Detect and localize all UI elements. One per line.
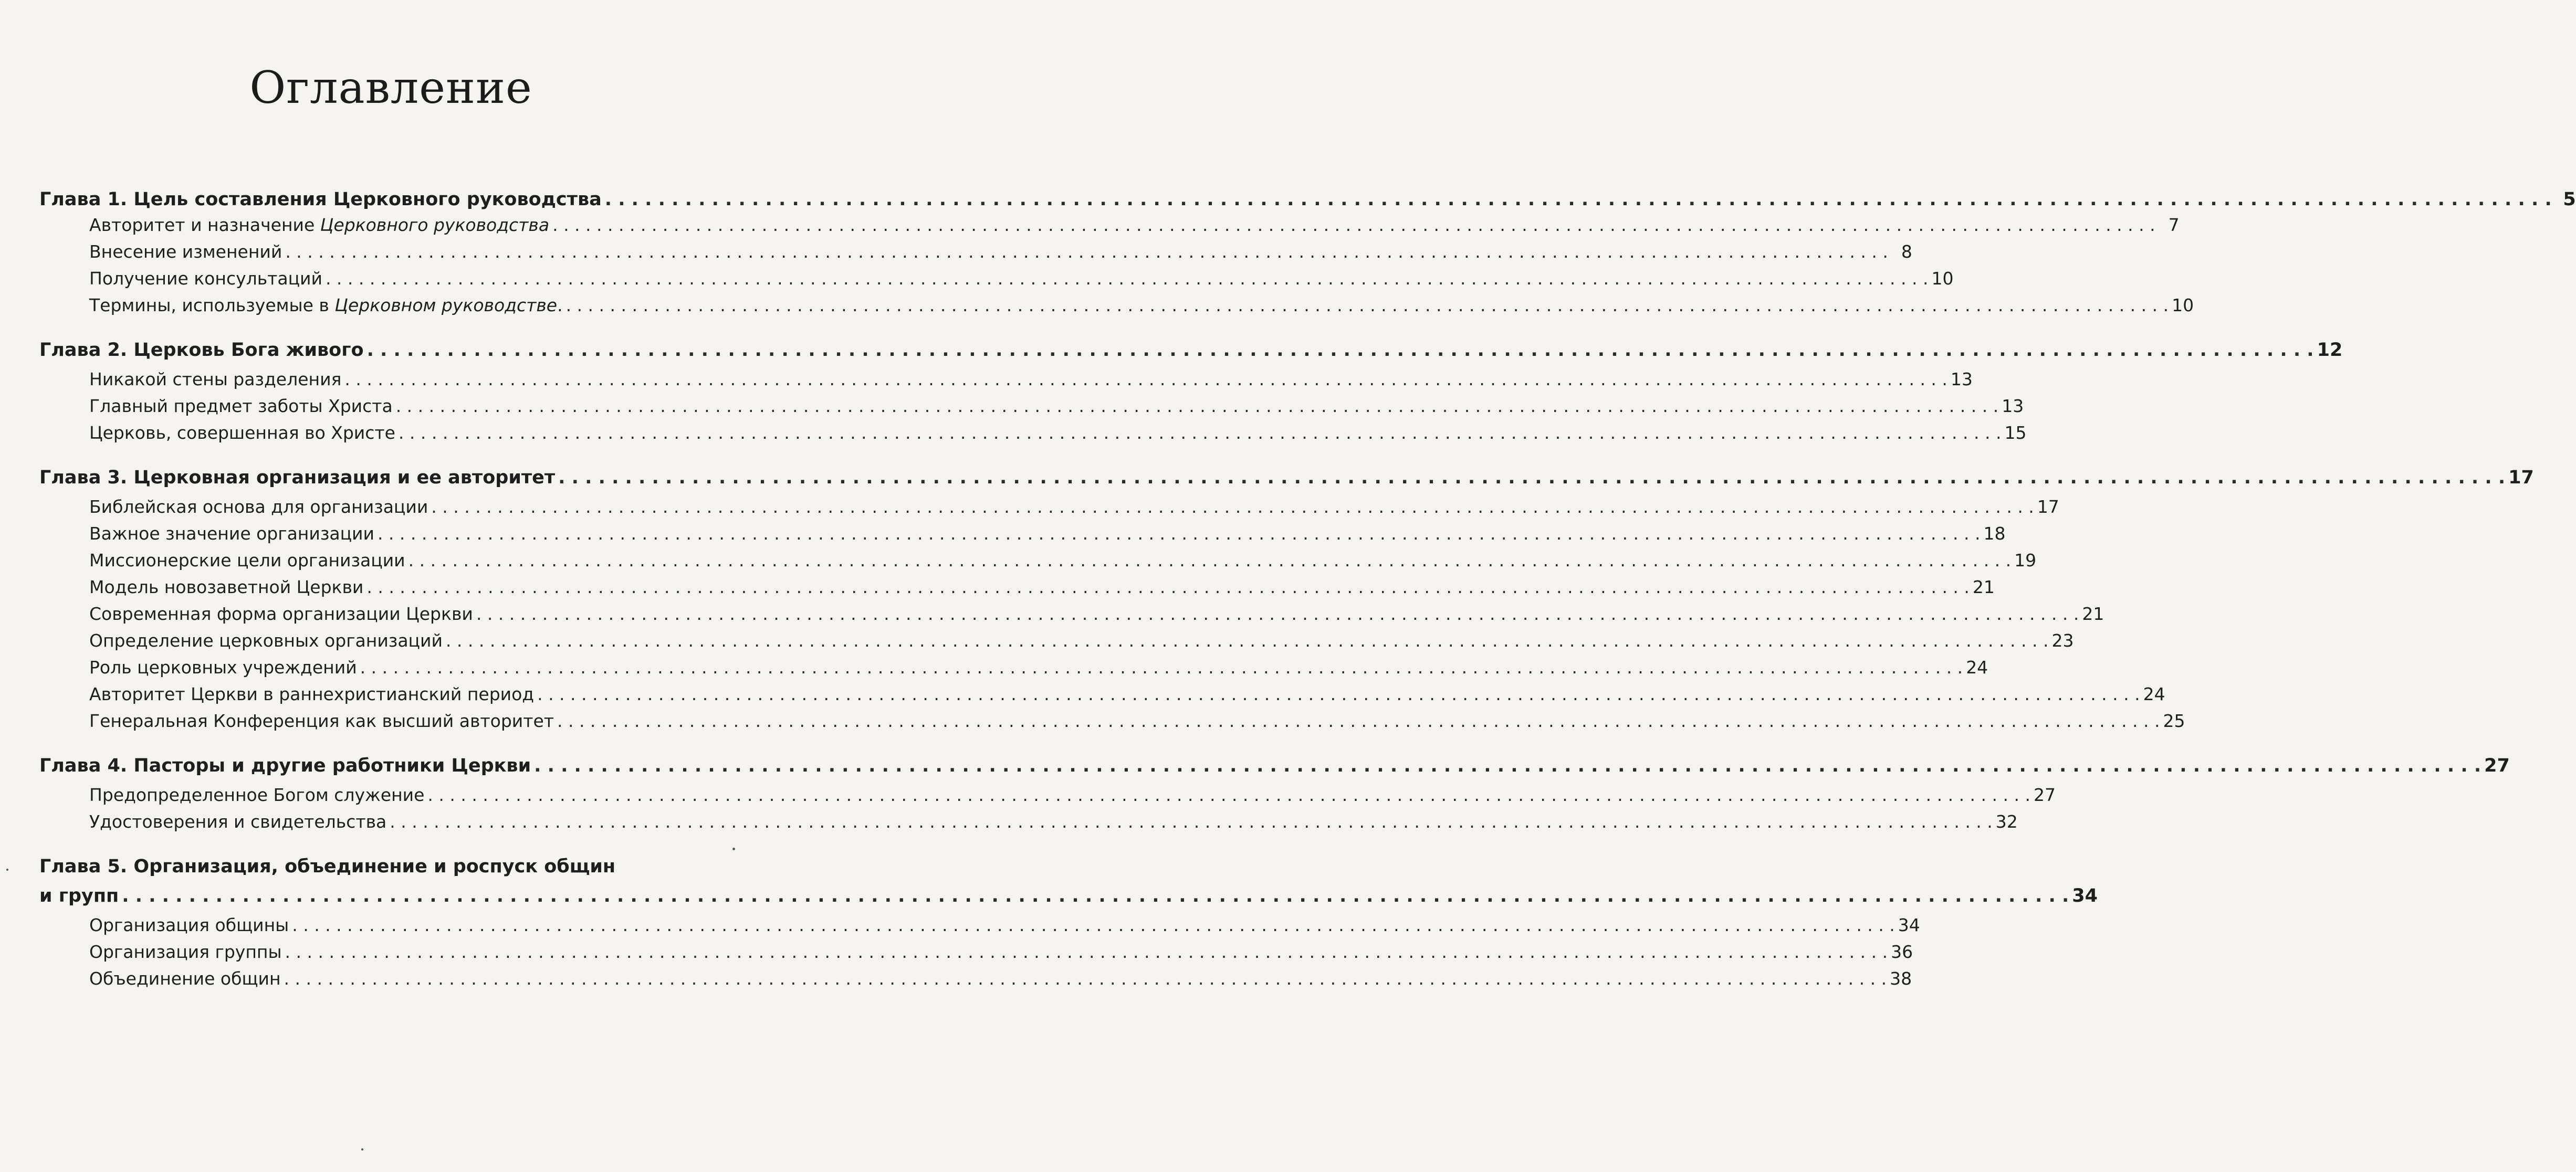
page-number: 7: [2168, 215, 2180, 235]
section-title-trail: .: [557, 295, 563, 315]
section-entry[interactable]: [39, 785, 2056, 811]
dot-leader: [285, 942, 1888, 962]
section-entry[interactable]: [39, 630, 2074, 657]
dot-leader: [366, 577, 1970, 597]
chapter-4: [39, 755, 2510, 838]
dot-leader: [427, 785, 2030, 805]
dot-leader: [476, 604, 2079, 624]
page-number: 10: [1931, 268, 1954, 289]
page-number: 8: [1901, 241, 1912, 262]
section-entry[interactable]: [39, 577, 1995, 604]
section-title: Библейская основа для организации: [89, 497, 428, 517]
section-title: Объединение общин: [89, 968, 281, 989]
page-number: 12: [2317, 340, 2343, 361]
page-number: 19: [2014, 550, 2037, 571]
dot-leader: [284, 968, 1887, 989]
dot-leader: [399, 423, 2002, 443]
page-number: 25: [2163, 711, 2185, 731]
section-title: Предопределенное Богом служение: [89, 785, 425, 805]
section-entry[interactable]: [39, 268, 1954, 295]
paper-speck: [732, 848, 735, 850]
page-number: 10: [2172, 295, 2194, 315]
dot-leader: [409, 550, 2012, 571]
dot-leader: [557, 711, 2160, 731]
dot-leader: [566, 295, 2169, 315]
chapter-title-cont: и групп: [39, 885, 119, 906]
chapter-title: Глава 5. Организация, объединение и роспуск общин: [39, 856, 616, 877]
section-entry[interactable]: [39, 369, 1973, 396]
dot-leader: [396, 396, 1999, 416]
section-title: Современная форма организации Церкви: [89, 604, 473, 624]
section-title: Удостоверения и свидетельства: [89, 811, 387, 832]
page-number: 23: [2051, 630, 2074, 651]
chapter-entry-line1[interactable]: [39, 856, 680, 885]
section-title: Термины, используемые в: [89, 295, 335, 315]
page-number: 17: [2508, 467, 2534, 488]
section-entry[interactable]: [39, 915, 1920, 942]
dot-leader: [446, 630, 2049, 651]
chapter-entry[interactable]: [39, 189, 2576, 215]
page-number: 18: [1983, 523, 2006, 544]
page-number: 36: [1891, 942, 1913, 962]
section-title: Главный предмет заботы Христа: [89, 396, 393, 416]
page-number: 32: [1995, 811, 2018, 832]
page-number: 24: [2143, 684, 2165, 704]
page-title: Оглавление: [249, 62, 532, 113]
page-number: 15: [2004, 423, 2027, 443]
page-number: 5: [2563, 189, 2576, 210]
dot-leader: [558, 467, 2505, 488]
chapter-title: Глава 3. Церковная организация и ее авторитет: [39, 467, 556, 488]
section-title-italic: Церковном руководстве: [334, 295, 558, 315]
dot-leader: [431, 497, 2034, 517]
section-title: Модель новозаветной Церкви: [89, 577, 364, 597]
section-entry[interactable]: [39, 711, 2185, 737]
chapter-entry[interactable]: [39, 885, 2098, 915]
dot-leader: [378, 523, 1981, 544]
section-title: Роль церковных учреждений: [89, 657, 357, 678]
section-entry[interactable]: [39, 550, 2037, 577]
section-title: Генеральная Конференция как высший авторитет: [89, 711, 554, 731]
dot-leader: [344, 369, 1947, 389]
dot-leader: [605, 189, 2552, 210]
dot-leader: [390, 811, 1993, 832]
dot-leader: [122, 885, 2069, 906]
dot-leader: [367, 340, 2314, 361]
section-title: Внесение изменений: [89, 241, 282, 262]
chapter-2: [39, 340, 2343, 449]
section-entry[interactable]: [39, 423, 2027, 449]
chapter-3: [39, 467, 2534, 737]
table-of-contents: [39, 189, 2576, 1013]
page-number: 24: [1966, 657, 1988, 678]
chapter-entry[interactable]: [39, 340, 2343, 369]
section-entry[interactable]: [39, 295, 2194, 322]
chapter-5: [39, 856, 2098, 995]
section-title: Определение церковных организаций: [89, 630, 443, 651]
dot-leader: [552, 215, 2155, 235]
dot-leader: [360, 657, 1963, 678]
page-number: 27: [2033, 785, 2056, 805]
dot-leader: [292, 915, 1895, 935]
page-number: 34: [2072, 885, 2098, 906]
section-title: Организация общины: [89, 915, 289, 935]
chapter-1: [39, 189, 2576, 322]
chapter-title: Глава 2. Церковь Бога живого: [39, 340, 364, 361]
page-number: 13: [2002, 396, 2024, 416]
paper-speck: [6, 869, 8, 871]
dot-leader: [534, 755, 2481, 776]
section-title: Авторитет Церкви в раннехристианский период: [89, 684, 535, 704]
section-entry[interactable]: [39, 942, 1913, 968]
dot-leader: [326, 268, 1929, 289]
section-title: Важное значение организации: [89, 523, 374, 544]
chapter-entry[interactable]: [39, 467, 2534, 497]
section-title-italic: Церковного руководства: [320, 215, 550, 235]
section-title: Никакой стены разделения: [89, 369, 342, 389]
dot-leader: [537, 684, 2140, 704]
page-number: 13: [1950, 369, 1973, 389]
page-number: 27: [2484, 755, 2510, 776]
chapter-title: Глава 4. Пасторы и другие работники Церкви: [39, 755, 531, 776]
section-entry[interactable]: [39, 497, 2059, 523]
section-title: Получение консультаций: [89, 268, 322, 289]
section-entry[interactable]: [39, 215, 2180, 241]
section-entry[interactable]: [39, 684, 2165, 711]
chapter-title: Глава 1. Цель составления Церковного руководства: [39, 189, 602, 210]
section-entry[interactable]: [39, 657, 1988, 684]
page-number: 17: [2037, 497, 2059, 517]
section-entry[interactable]: [39, 396, 2024, 423]
section-entry[interactable]: [39, 968, 1912, 995]
section-entry[interactable]: [39, 523, 2006, 550]
chapter-entry[interactable]: [39, 755, 2510, 785]
section-entry[interactable]: [39, 604, 2104, 630]
section-title: Миссионерские цели организации: [89, 550, 405, 571]
section-title: Авторитет и назначение: [89, 215, 320, 235]
section-entry[interactable]: [39, 811, 2018, 838]
page-number: 21: [2082, 604, 2104, 624]
page-number: 34: [1898, 915, 1920, 935]
section-title: Церковь, совершенная во Христе: [89, 423, 395, 443]
page-number: 21: [1972, 577, 1995, 597]
paper-speck: [361, 1148, 363, 1150]
section-entry[interactable]: [39, 241, 1912, 268]
section-title: Организация группы: [89, 942, 282, 962]
dot-leader: [285, 241, 1888, 262]
page-number: 38: [1890, 968, 1912, 989]
